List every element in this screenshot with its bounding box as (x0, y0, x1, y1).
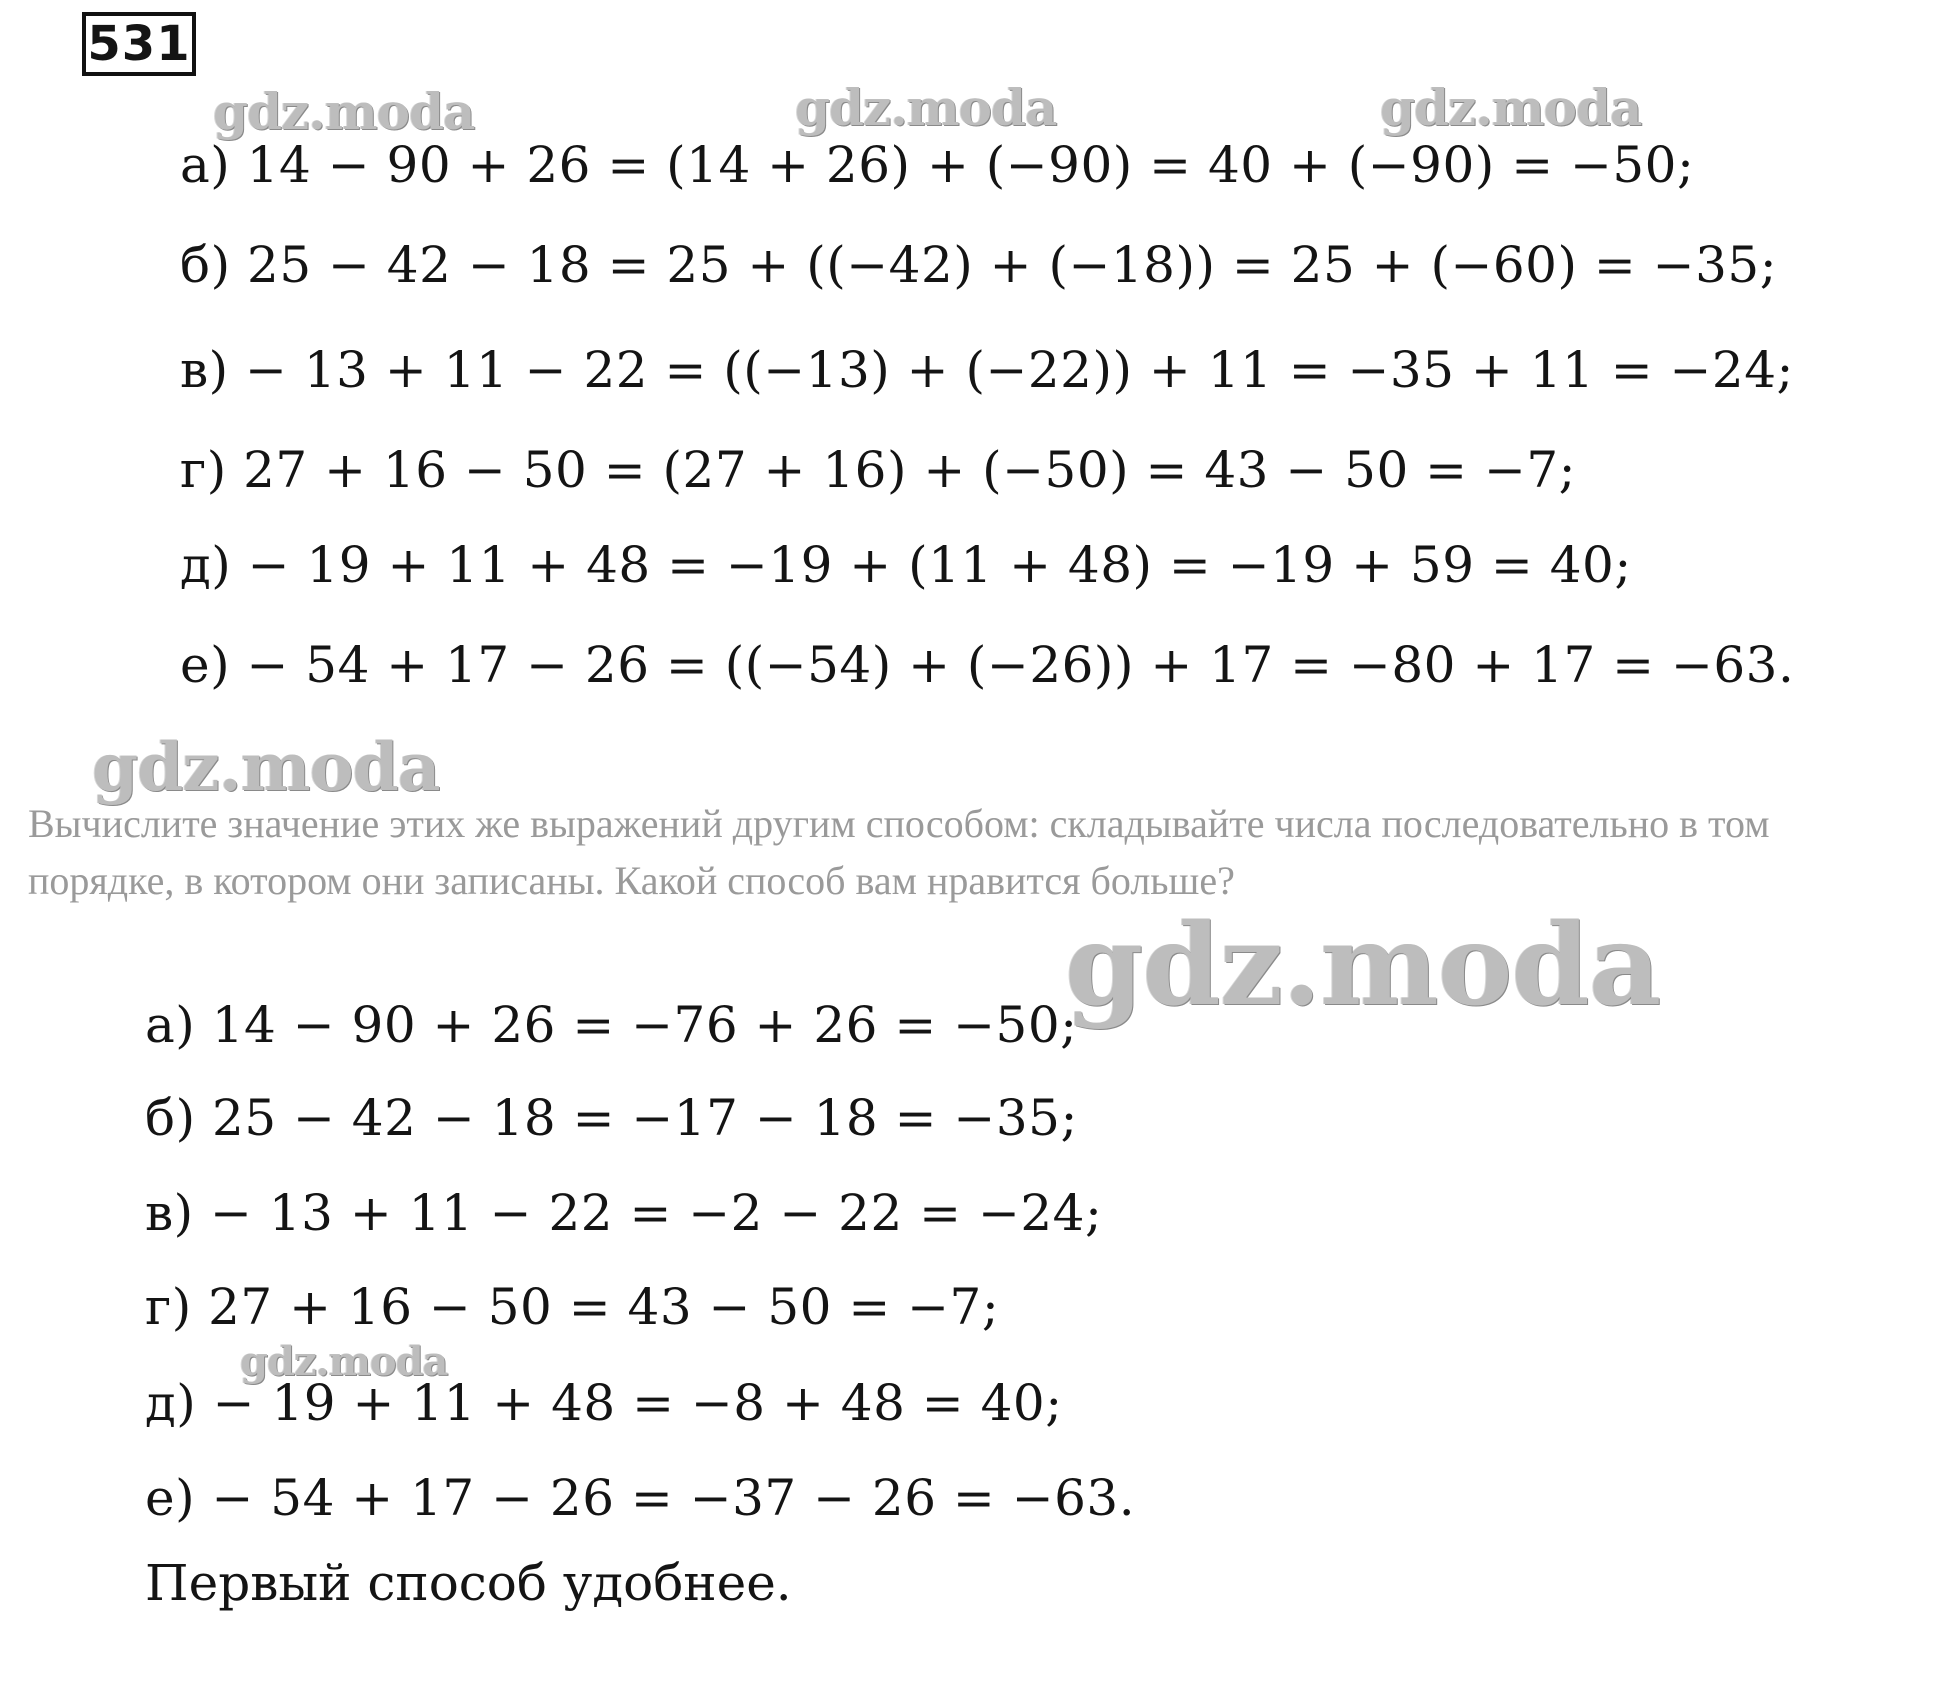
solution-2-line-d: д) − 19 + 11 + 48 = −8 + 48 = 40; (145, 1374, 1063, 1432)
solution-1-line-g: г) 27 + 16 − 50 = (27 + 16) + (−50) = 43 − 50 = −7; (180, 441, 1577, 499)
task-statement: Вычислите значение этих же выражений другим способом: складывайте числа последовательно в том порядке, в котором они записаны. Какой способ вам нравится больше? (28, 801, 1770, 903)
solution-2-line-b: б) 25 − 42 − 18 = −17 − 18 = −35; (145, 1089, 1078, 1147)
solution-2-line-e: е) − 54 + 17 − 26 = −37 − 26 = −63. (145, 1469, 1136, 1527)
watermark-logo: gdz.moda (213, 82, 475, 141)
watermark-logo: gdz.moda (795, 78, 1057, 137)
solution-2-line-v: в) − 13 + 11 − 22 = −2 − 22 = −24; (145, 1184, 1103, 1242)
solution-2-line-g: г) 27 + 16 − 50 = 43 − 50 = −7; (145, 1278, 1000, 1336)
solution-1-line-a: а) 14 − 90 + 26 = (14 + 26) + (−90) = 40 + (−90) = −50; (180, 136, 1695, 194)
watermark-logo: gdz.moda (240, 1338, 448, 1385)
solution-2-line-a: а) 14 − 90 + 26 = −76 + 26 = −50; (145, 996, 1078, 1054)
solution-1-line-e: е) − 54 + 17 − 26 = ((−54) + (−26)) + 17 = −80 + 17 = −63. (180, 636, 1795, 694)
conclusion-text: Первый способ удобнее. (145, 1554, 792, 1612)
solution-1-line-b: б) 25 − 42 − 18 = 25 + ((−42) + (−18)) = 25 + (−60) = −35; (180, 236, 1778, 294)
watermark-logo: gdz.moda (92, 728, 440, 806)
watermark-logo: gdz.moda (1065, 900, 1661, 1031)
solution-1-line-v: в) − 13 + 11 − 22 = ((−13) + (−22)) + 11 = −35 + 11 = −24; (180, 341, 1794, 399)
solution-1-line-d: д) − 19 + 11 + 48 = −19 + (11 + 48) = −19 + 59 = 40; (180, 536, 1632, 594)
task-number: 531 (82, 12, 196, 76)
watermark-logo: gdz.moda (1380, 78, 1642, 137)
